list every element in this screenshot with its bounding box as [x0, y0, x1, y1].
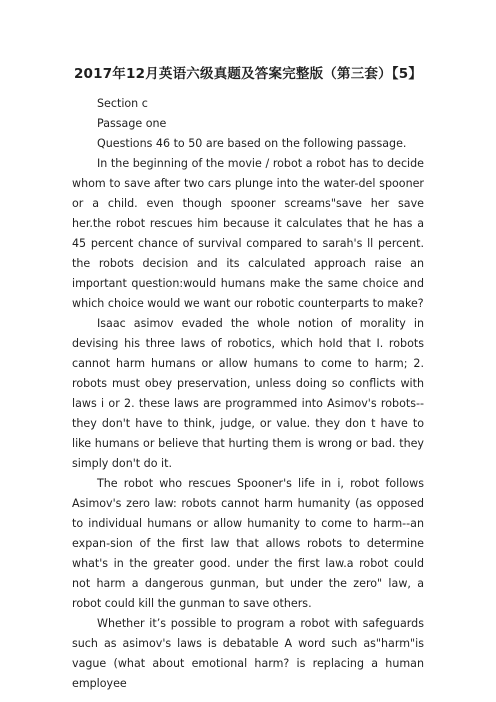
- paragraph-questions: Questions 46 to 50 are based on the following passage.: [97, 137, 407, 150]
- document-title: 2017年12月英语六级真题及答案完整版（第三套）【5】: [73, 66, 423, 82]
- document-body: [72, 94, 424, 694]
- paragraph-body-4: Whether it’s possible to program a robot with safeguards such as asimov's laws is debatable A word such as"harm"is vague (what about emotional harm? is replacing a human employee: [72, 617, 424, 690]
- paragraph-body-1: In the beginning of the movie / robot a robot has to decide whom to save after two cars plunge into the water-del spooner or a child. even though spooner screams"save her save her.the robot rescues him because it calculates that he has a 45 percent chance of survival compared to sarah's ll percent. the robots decision and its calculated approach raise an important question:would humans make the same choice and which choice would we want our robotic counterparts to make?: [72, 157, 424, 310]
- paragraph-section: Section c: [97, 97, 148, 110]
- paragraph-passage: Passage one: [97, 117, 167, 130]
- paragraph-body-3: The robot who rescues Spooner's life in i, robot follows Asimov's zero law: robots cannot harm humanity (as opposed to individual humans or allow humanity to come to harm--an expan-sion of the first law that allows robots to determine what's in the greater good. under the first law.a robot could not harm a dangerous gunman, but under the zero" law, a robot could kill the gunman to save others.: [72, 477, 424, 610]
- paragraph-body-2: Isaac asimov evaded the whole notion of morality in devising his three laws of robotics, which hoId that I. robots cannot harm humans or allow humans to come to harm; 2. robots must obey preservation, unless doing so conflicts with laws i or 2. these laws are programmed into Asimov's robots--they don't have to think, judge, or value. they don t have to like humans or believe that hurting them is wrong or bad. they simply don't do it.: [72, 317, 424, 470]
